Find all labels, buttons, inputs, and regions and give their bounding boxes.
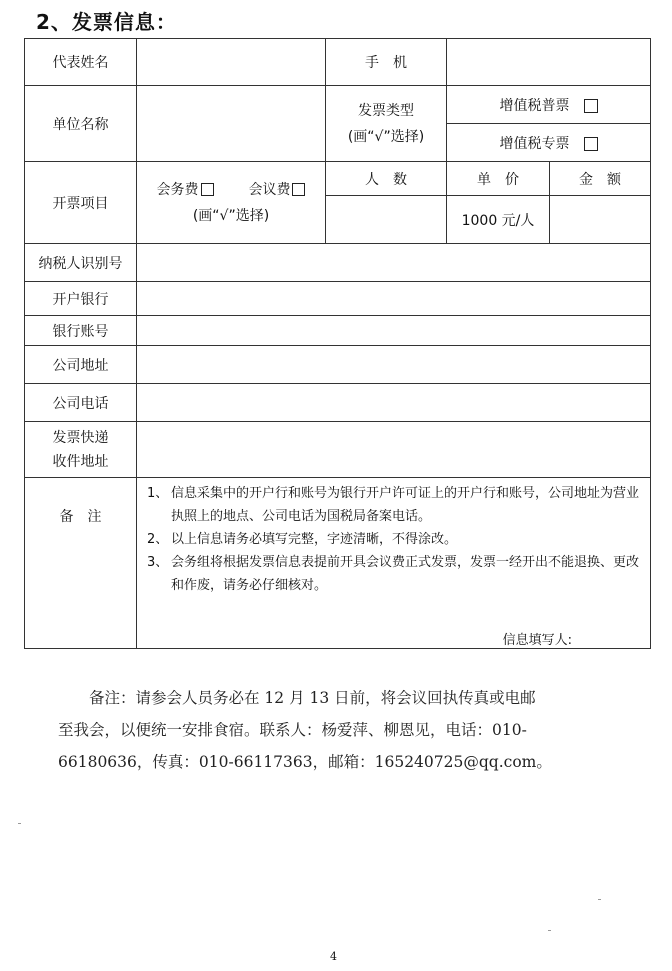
note-item bbox=[147, 528, 640, 551]
phone-field[interactable] bbox=[447, 39, 651, 86]
invoice-type-cell bbox=[326, 86, 447, 162]
remarks-cell bbox=[137, 478, 651, 649]
vat-special-checkbox[interactable] bbox=[584, 137, 598, 151]
unit-price-label: 单 价 bbox=[447, 162, 550, 196]
company-name-field[interactable] bbox=[137, 86, 326, 162]
memo-line: 至我会，以便统一安排食宿。联系人：杨爱萍、柳恩见，电话：010- bbox=[58, 721, 527, 739]
invoice-item-cell bbox=[137, 162, 326, 244]
conference-fee-label: 会议费 bbox=[248, 181, 291, 198]
invoice-info-table bbox=[24, 38, 651, 649]
rep-name-field[interactable] bbox=[137, 39, 326, 86]
phone-label: 手 机 bbox=[326, 39, 447, 86]
note-number: 2、 bbox=[147, 532, 169, 547]
address-label: 公司地址 bbox=[25, 346, 137, 384]
bank-field[interactable] bbox=[137, 282, 651, 316]
people-count-label: 人 数 bbox=[326, 162, 447, 196]
meeting-service-fee-checkbox[interactable] bbox=[201, 183, 214, 196]
account-label: 银行账号 bbox=[25, 316, 137, 346]
invoice-type-hint: (画“√”选择) bbox=[347, 128, 425, 145]
company-phone-label: 公司电话 bbox=[25, 384, 137, 422]
page-number: 4 bbox=[330, 950, 337, 963]
address-field[interactable] bbox=[137, 346, 651, 384]
rep-name-label: 代表姓名 bbox=[25, 39, 137, 86]
company-name-label: 单位名称 bbox=[25, 86, 137, 162]
amount-label: 金 额 bbox=[550, 162, 651, 196]
vat-special-label: 增值税专票 bbox=[499, 135, 570, 152]
note-text: 会务组将根据发票信息表提前开具会议费正式发票，发票一经开出不能退换、更改和作废，请务必仔细核对。 bbox=[171, 555, 640, 593]
vat-special-option[interactable] bbox=[447, 124, 651, 162]
account-field[interactable] bbox=[137, 316, 651, 346]
vat-normal-checkbox[interactable] bbox=[584, 99, 598, 113]
note-text: 信息采集中的开户行和账号为银行开户许可证上的开户行和账号，公司地址为营业执照上的地点、公司电话为国税局备案电话。 bbox=[171, 486, 640, 524]
delivery-label-line1: 发票快递 bbox=[52, 429, 109, 446]
company-phone-field[interactable] bbox=[137, 384, 651, 422]
invoice-item-label: 开票项目 bbox=[25, 162, 137, 244]
delivery-address-label bbox=[25, 422, 137, 478]
section-heading: 2、发票信息： bbox=[36, 10, 177, 34]
note-number: 1、 bbox=[147, 486, 169, 501]
delivery-address-field[interactable] bbox=[137, 422, 651, 478]
meeting-service-fee-label: 会务费 bbox=[156, 181, 199, 198]
conference-fee-checkbox[interactable] bbox=[292, 183, 305, 196]
delivery-label-line2: 收件地址 bbox=[52, 453, 109, 470]
invoice-item-hint: (画“√”选择) bbox=[192, 207, 270, 224]
vat-normal-option[interactable] bbox=[447, 86, 651, 124]
signer-label: 信息填写人: bbox=[502, 633, 572, 648]
note-number: 3、 bbox=[147, 555, 169, 570]
taxpayer-id-label: 纳税人识别号 bbox=[25, 244, 137, 282]
remarks-label: 备 注 bbox=[25, 478, 137, 649]
note-text: 以上信息请务必填写完整，字迹清晰，不得涂改。 bbox=[171, 532, 458, 547]
unit-price-value: 1000 元/人 bbox=[447, 196, 550, 244]
people-count-field[interactable] bbox=[326, 196, 447, 244]
note-item bbox=[147, 482, 640, 528]
memo-line: 备注：请参会人员务必在 12 月 13 日前，将会议回执传真或电邮 bbox=[89, 689, 536, 707]
notes-list bbox=[137, 478, 650, 597]
amount-field[interactable] bbox=[550, 196, 651, 244]
vat-normal-label: 增值税普票 bbox=[499, 97, 570, 114]
invoice-type-label: 发票类型 bbox=[358, 102, 414, 119]
note-item bbox=[147, 551, 640, 597]
taxpayer-id-field[interactable] bbox=[137, 244, 651, 282]
bank-label: 开户银行 bbox=[25, 282, 137, 316]
memo-line: 66180636，传真：010-66117363，邮箱：165240725@qq.com。 bbox=[58, 753, 552, 771]
memo-paragraph bbox=[58, 682, 618, 778]
